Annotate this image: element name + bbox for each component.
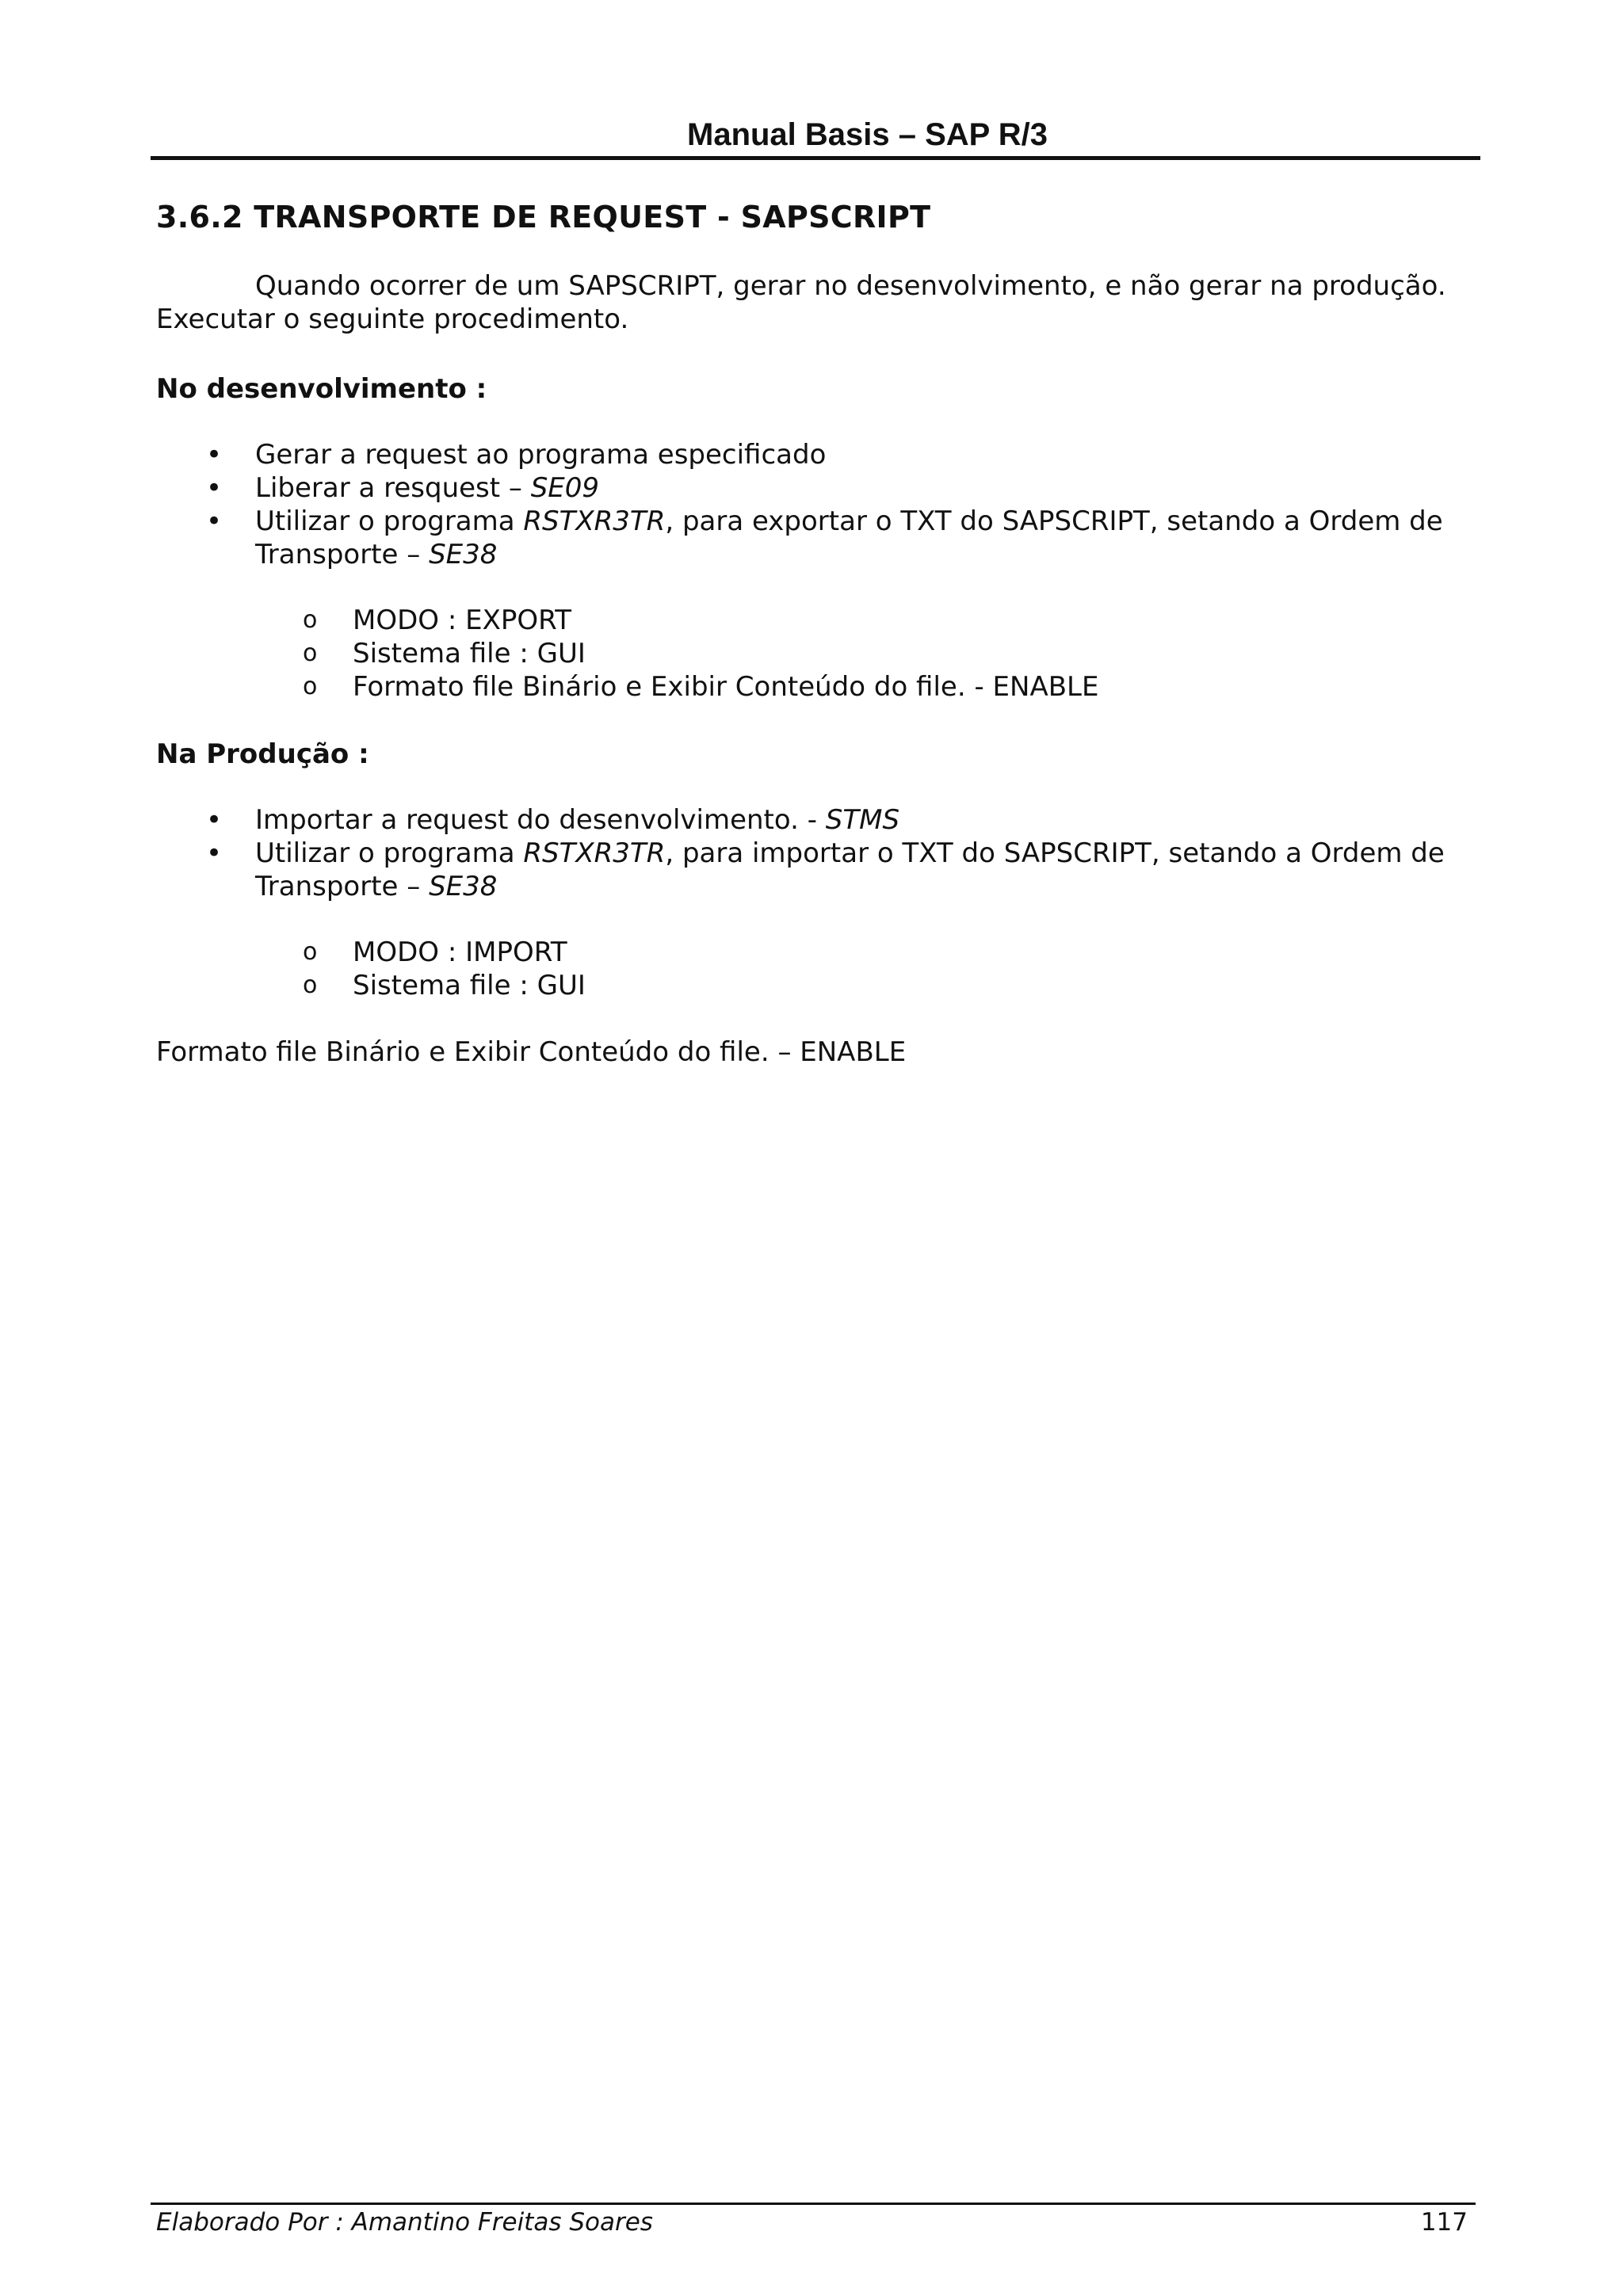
sub-bullet-icon: o bbox=[303, 971, 318, 999]
page-number: 117 bbox=[1420, 2208, 1468, 2237]
dev-bullet-2 bbox=[255, 471, 599, 505]
prod-bullet-1 bbox=[255, 803, 899, 837]
bullet-icon: • bbox=[206, 439, 223, 471]
footer-author: Elaborado Por : Amantino Freitas Soares bbox=[156, 2208, 653, 2237]
bullet-icon: • bbox=[206, 837, 223, 869]
dev-bullet-3-post: , para exportar o TXT do SAPSCRIPT, setando a Ordem de bbox=[665, 505, 1443, 537]
prod-sub-item: Sistema file : GUI bbox=[353, 970, 586, 1001]
dev-bullet-2-text: Liberar a resquest – bbox=[255, 472, 531, 504]
prod-bullet-2-post: , para importar o TXT do SAPSCRIPT, setando a Ordem de bbox=[665, 837, 1445, 869]
dev-sub-item: Formato file Binário e Exibir Conteúdo do file. - ENABLE bbox=[353, 671, 1099, 703]
sub-bullet-icon: o bbox=[303, 606, 318, 634]
intro-line-1: Quando ocorrer de um SAPSCRIPT, gerar no desenvolvimento, e não gerar na produção. bbox=[255, 270, 1446, 302]
dev-bullet-3-pre: Utilizar o programa bbox=[255, 505, 524, 537]
sub-bullet-icon: o bbox=[303, 673, 318, 700]
prod-bullet-1-text: Importar a request do desenvolvimento. - bbox=[255, 804, 826, 836]
prod-bullet-2-line-2 bbox=[255, 870, 497, 903]
bullet-icon: • bbox=[206, 804, 223, 836]
bullet-icon: • bbox=[206, 472, 223, 504]
section-title: 3.6.2 TRANSPORTE DE REQUEST - SAPSCRIPT bbox=[156, 200, 931, 235]
prod-bullet-2-pre: Utilizar o programa bbox=[255, 837, 524, 869]
transaction-code: SE09 bbox=[530, 472, 600, 504]
sub-bullet-icon: o bbox=[303, 639, 318, 667]
closing-line: Formato file Binário e Exibir Conteúdo do file. – ENABLE bbox=[156, 1036, 907, 1068]
footer-divider bbox=[151, 2203, 1476, 2205]
program-name: RSTXR3TR bbox=[523, 505, 666, 537]
prod-bullet-2 bbox=[255, 837, 1445, 870]
prod-sub-item: MODO : IMPORT bbox=[353, 936, 567, 968]
dev-heading: No desenvolvimento : bbox=[156, 373, 487, 405]
transaction-code: SE38 bbox=[429, 539, 498, 570]
dev-bullet-3-line2-text: Transporte – bbox=[255, 539, 430, 570]
dev-sub-item: Sistema file : GUI bbox=[353, 638, 586, 669]
bullet-icon: • bbox=[206, 505, 223, 537]
header-divider bbox=[151, 156, 1480, 160]
transaction-code: STMS bbox=[825, 804, 900, 836]
dev-bullet-3 bbox=[255, 505, 1443, 538]
dev-bullet-3-line-2 bbox=[255, 538, 497, 571]
intro-line-2: Executar o seguinte procedimento. bbox=[156, 303, 629, 335]
prod-bullet-2-line2-text: Transporte – bbox=[255, 871, 430, 902]
prod-heading: Na Produção : bbox=[156, 738, 369, 770]
sub-bullet-icon: o bbox=[303, 938, 318, 966]
program-name: RSTXR3TR bbox=[523, 837, 666, 869]
page-header-title: Manual Basis – SAP R/3 bbox=[687, 117, 1048, 152]
transaction-code: SE38 bbox=[429, 871, 498, 902]
dev-bullet-1: Gerar a request ao programa especificado bbox=[255, 439, 827, 471]
dev-sub-item: MODO : EXPORT bbox=[353, 605, 572, 636]
